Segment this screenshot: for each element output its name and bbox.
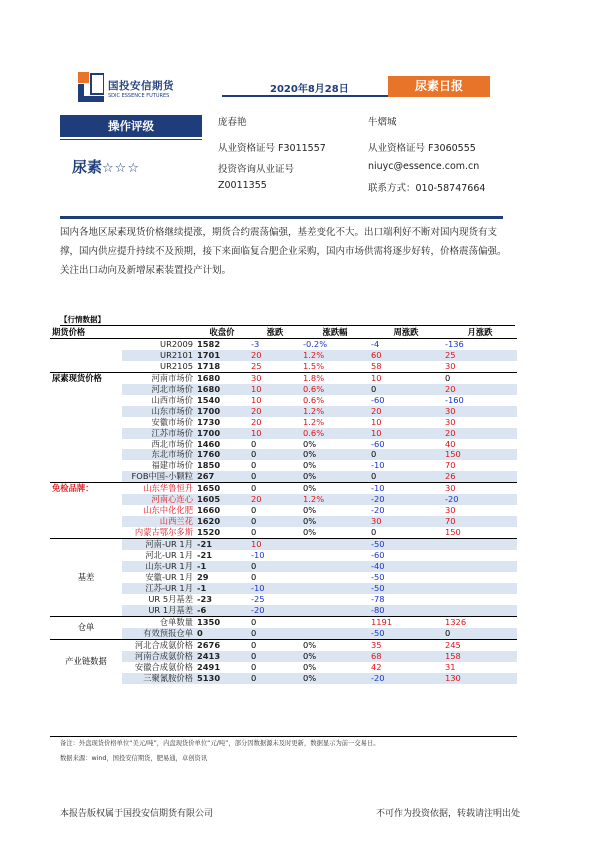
row-name: 山东中化化肥 <box>143 505 193 516</box>
analyst-2-email: niuyc@essence.com.cn <box>368 161 480 172</box>
closing-price: 1650 <box>195 483 249 494</box>
week-change: 58 <box>371 360 382 371</box>
closing-price: 1540 <box>197 394 221 405</box>
pct-change <box>301 572 369 583</box>
price-change: 0 <box>251 505 257 516</box>
row-name: 安徽合成氨价格 <box>134 661 193 672</box>
row-category <box>50 338 122 372</box>
pct-change: 0.6% <box>301 384 369 395</box>
logo-text-cn: 国投安信期货 <box>108 80 174 92</box>
table-header-cell: 周涨跌 <box>393 327 419 337</box>
week-change: 20 <box>369 406 443 417</box>
week-change: -50 <box>369 583 443 594</box>
pct-change <box>301 594 369 605</box>
week-change: 60 <box>369 350 443 361</box>
week-change: 10 <box>371 416 382 427</box>
week-change: -60 <box>371 550 385 561</box>
week-change: -80 <box>369 605 443 616</box>
price-change: 0 <box>249 639 301 650</box>
pct-change: 0% <box>301 449 369 460</box>
table-header-cell: 月涨跌 <box>467 327 493 337</box>
pct-change <box>301 616 369 627</box>
closing-price: -1 <box>195 561 249 572</box>
row-name: UR2105 <box>160 360 193 371</box>
logo-mark-icon <box>78 72 104 102</box>
closing-price: 1620 <box>195 516 249 527</box>
week-change: -4 <box>369 338 443 349</box>
week-change: -50 <box>371 571 385 582</box>
table-row <box>50 639 517 650</box>
row-name: 山东市场价 <box>122 406 195 417</box>
price-change: 0 <box>251 661 257 672</box>
week-change: -50 <box>369 628 443 639</box>
closing-price: 5130 <box>195 673 249 684</box>
month-change <box>443 561 517 572</box>
logo-text-en: SDIC ESSENCE FUTURES <box>108 93 170 99</box>
market-data-label: 【行情数据】 <box>60 315 105 324</box>
month-change: 130 <box>443 673 517 684</box>
row-name: 河南-UR 1月 <box>122 539 195 550</box>
pct-change <box>301 561 369 572</box>
pct-change: 0% <box>303 527 317 538</box>
closing-price: -1 <box>195 583 249 594</box>
month-change: -160 <box>445 394 464 405</box>
week-change: 30 <box>369 516 443 527</box>
pct-change: 0% <box>301 651 369 662</box>
row-name: 福建市场价 <box>151 460 193 471</box>
month-change: 0 <box>443 372 517 383</box>
price-change: 30 <box>249 372 301 383</box>
month-change: 20 <box>443 384 517 395</box>
pct-change: 0% <box>301 471 369 482</box>
footer-copyright: 本报告版权属于国投安信期货有限公司 <box>60 809 214 819</box>
closing-price: 29 <box>197 571 209 582</box>
row-name: 山西兰花 <box>122 516 195 527</box>
month-change: -136 <box>443 338 517 349</box>
pct-change <box>301 550 369 561</box>
closing-price: -6 <box>195 605 249 616</box>
table-note: 备注：外盘现货价格单位“美元/吨”，内盘现货价单位“元/吨”，部分因数据源未及时更新，数据显示为前一交易日。 <box>60 740 380 747</box>
week-change: 0 <box>371 527 377 538</box>
table-bottom-rule <box>50 736 517 737</box>
price-change: 20 <box>249 406 301 417</box>
table-top-rule <box>60 325 515 326</box>
row-name: 河南市场价 <box>122 372 195 383</box>
month-change: 25 <box>443 350 517 361</box>
closing-price: 267 <box>195 471 249 482</box>
star-rating-icon: ☆☆☆ <box>102 161 140 176</box>
week-change: 1191 <box>369 616 443 627</box>
row-name: 仓单数量 <box>122 616 195 627</box>
closing-price: 1850 <box>197 460 221 471</box>
price-change: 0 <box>249 471 301 482</box>
closing-price: 1730 <box>197 416 221 427</box>
price-change: 0 <box>249 483 301 494</box>
price-change: 0 <box>249 673 301 684</box>
price-change: 0 <box>249 616 301 627</box>
week-change: 42 <box>371 661 382 672</box>
closing-price: 1680 <box>195 384 249 395</box>
table-header-cell: 涨跌幅 <box>322 327 348 337</box>
closing-price: -23 <box>197 593 212 604</box>
price-change: 0 <box>251 438 257 449</box>
row-name: 河北-UR 1月 <box>145 550 193 561</box>
price-change: -10 <box>251 550 265 561</box>
table-row <box>50 539 517 550</box>
pct-change: 0% <box>303 438 317 449</box>
month-change: 150 <box>445 527 461 538</box>
table-row <box>50 372 517 383</box>
closing-price: 1700 <box>195 406 249 417</box>
report-date: 2020年8月28日 <box>270 84 349 95</box>
pct-change <box>301 628 369 639</box>
pct-change <box>301 539 369 550</box>
row-name: 河南合成氨价格 <box>122 651 195 662</box>
price-change: 0 <box>249 516 301 527</box>
pct-change: 0.6% <box>301 428 369 439</box>
closing-price: 1700 <box>195 428 249 439</box>
week-change: 0 <box>369 384 443 395</box>
pct-change: 1.5% <box>303 360 325 371</box>
pct-change <box>301 583 369 594</box>
closing-price: 2676 <box>195 639 249 650</box>
month-change: 40 <box>445 438 456 449</box>
week-change: 10 <box>369 428 443 439</box>
rating-divider <box>60 139 202 140</box>
week-change: 68 <box>369 651 443 662</box>
table-header-row <box>50 327 517 338</box>
table-row <box>50 338 517 349</box>
analyst-2-cert: 从业资格证号 F3060555 <box>368 143 476 154</box>
analyst-1-name: 庞春艳 <box>218 117 247 128</box>
company-logo <box>78 72 173 106</box>
month-change: 0 <box>443 628 517 639</box>
price-change: 0 <box>249 449 301 460</box>
table-row <box>50 616 517 627</box>
row-name: 河北市场价 <box>122 384 195 395</box>
pct-change <box>301 605 369 616</box>
closing-price: 1520 <box>197 527 221 538</box>
closing-price: 2413 <box>195 651 249 662</box>
month-change: 70 <box>443 516 517 527</box>
row-category: 免检品牌： <box>50 483 122 539</box>
price-change: 20 <box>249 350 301 361</box>
price-change: 0 <box>249 628 301 639</box>
price-change: 0 <box>251 571 257 582</box>
report-type-badge: 尿素日报 <box>388 76 490 97</box>
row-name: 山东-UR 1月 <box>122 561 195 572</box>
week-change: 0 <box>369 471 443 482</box>
pct-change: 0% <box>301 483 369 494</box>
month-change: 158 <box>443 651 517 662</box>
row-category: 产业链数据 <box>50 639 122 683</box>
row-name: 山西市场价 <box>151 394 193 405</box>
price-change: 25 <box>251 360 262 371</box>
month-change: 20 <box>443 428 517 439</box>
closing-price: 1660 <box>197 505 221 516</box>
pct-change: 1.8% <box>301 372 369 383</box>
week-change: -60 <box>371 438 385 449</box>
closing-price: 1460 <box>197 438 221 449</box>
analyst-1-cert2: 投资咨询从业证号 <box>218 164 295 175</box>
row-name: UR2101 <box>122 350 195 361</box>
price-change: 0 <box>251 460 257 471</box>
closing-price: 0 <box>195 628 249 639</box>
pct-change: 0% <box>301 516 369 527</box>
month-change: 31 <box>445 661 456 672</box>
month-change <box>443 594 517 605</box>
month-change: 30 <box>445 505 456 516</box>
product-name: 尿素 <box>72 158 103 176</box>
price-change: -3 <box>249 338 301 349</box>
week-change: -20 <box>369 673 443 684</box>
closing-price: -21 <box>195 539 249 550</box>
row-name: 东北市场价 <box>122 449 195 460</box>
row-name: 安徽-UR 1月 <box>145 571 193 582</box>
product-rating <box>72 156 140 177</box>
closing-price: 1760 <box>195 449 249 460</box>
row-name: UR 1月基差 <box>122 605 195 616</box>
row-name: 河南心连心 <box>122 494 195 505</box>
month-change: 30 <box>445 360 456 371</box>
pct-change: 0% <box>303 460 317 471</box>
week-change: -20 <box>371 505 385 516</box>
summary-paragraph: 国内各地区尿素现货价格继续提涨，期货合约震荡偏强，基差变化不大。出口端利好不断对国内现货有支撑，国内供应提升持续不及预期，接下来面临复合肥企业采购，国内市场供需将逐步好转，价格震荡偏强。关注出口动向及新增尿素装置投产计划。 <box>60 227 507 276</box>
pct-change: 1.2% <box>301 406 369 417</box>
price-change: 0 <box>249 651 301 662</box>
row-name: 西北市场价 <box>151 438 193 449</box>
section-divider <box>60 216 503 219</box>
price-change: 10 <box>249 428 301 439</box>
row-name: UR2009 <box>122 338 195 349</box>
week-change: -40 <box>369 561 443 572</box>
row-name: 河北合成氨价格 <box>122 639 195 650</box>
table-row <box>50 483 517 494</box>
week-change: 0 <box>369 449 443 460</box>
table-header-cell: 期货价格 <box>52 327 86 337</box>
price-change: 10 <box>251 394 262 405</box>
price-change: -25 <box>251 593 265 604</box>
table-header-cell <box>122 327 195 338</box>
month-change: 1326 <box>443 616 517 627</box>
week-change: -20 <box>369 494 443 505</box>
row-category: 基差 <box>50 539 122 617</box>
pct-change: 1.2% <box>301 494 369 505</box>
month-change: 30 <box>443 406 517 417</box>
row-name: UR 5月基差 <box>148 593 193 604</box>
week-change: 35 <box>369 639 443 650</box>
closing-price: -21 <box>197 550 212 561</box>
analyst-1-cert: 从业资格证号 F3011557 <box>218 143 326 154</box>
pct-change: 0.6% <box>303 394 325 405</box>
price-change: 20 <box>249 494 301 505</box>
closing-price: 1350 <box>195 616 249 627</box>
pct-change: -0.2% <box>301 338 369 349</box>
pct-change: 1.2% <box>301 350 369 361</box>
row-name: 江苏-UR 1月 <box>122 583 195 594</box>
month-change: 30 <box>445 416 456 427</box>
month-change: 245 <box>443 639 517 650</box>
data-source-note: 数据来源：wind，国投安信期货，肥易通，卓创资讯 <box>60 755 208 762</box>
week-change: -78 <box>371 593 385 604</box>
price-change: 20 <box>251 416 262 427</box>
row-name: 有效预报仓单 <box>122 628 195 639</box>
closing-price: 1680 <box>195 372 249 383</box>
month-change <box>443 550 517 561</box>
pct-change: 0% <box>303 505 317 516</box>
price-change: -20 <box>249 605 301 616</box>
week-change: -60 <box>371 394 385 405</box>
analyst-2-name: 牛熠城 <box>368 117 397 128</box>
row-name: 内蒙古鄂尔多斯 <box>134 527 193 538</box>
table-header-cell: 收盘价 <box>209 327 235 337</box>
row-name: FOB中国-小颗粒 <box>122 471 195 482</box>
pct-change: 0% <box>303 661 317 672</box>
week-change: -50 <box>369 539 443 550</box>
analyst-1-cert2-no: Z0011355 <box>218 180 267 191</box>
month-change: -20 <box>443 494 517 505</box>
analyst-2-contact: 联系方式：010-58747664 <box>368 183 486 194</box>
price-change: 10 <box>249 539 301 550</box>
closing-price: 1701 <box>195 350 249 361</box>
table-header-cell: 涨跌 <box>266 327 284 337</box>
row-name: 江苏市场价 <box>122 428 195 439</box>
month-change <box>443 583 517 594</box>
price-change: 0 <box>249 561 301 572</box>
month-change: 26 <box>443 471 517 482</box>
pct-change: 0% <box>301 673 369 684</box>
pct-change: 1.2% <box>303 416 325 427</box>
price-change: 0 <box>251 527 257 538</box>
month-change <box>443 605 517 616</box>
closing-price: 2491 <box>197 661 221 672</box>
market-data-table <box>50 327 517 684</box>
month-change <box>443 539 517 550</box>
row-name: 安徽市场价 <box>151 416 193 427</box>
price-change: 10 <box>249 384 301 395</box>
rating-label: 操作评级 <box>60 115 202 137</box>
closing-price: 1582 <box>195 338 249 349</box>
pct-change: 0% <box>301 639 369 650</box>
row-category: 仓单 <box>50 616 122 639</box>
row-category: 尿素现货价格 <box>50 372 122 483</box>
month-change <box>443 572 517 583</box>
week-change: 10 <box>369 372 443 383</box>
closing-price: 1605 <box>195 494 249 505</box>
month-change: 70 <box>445 460 456 471</box>
week-change: -10 <box>371 460 385 471</box>
row-name: 山东华鲁恒升 <box>122 483 195 494</box>
price-change: -10 <box>249 583 301 594</box>
week-change: -10 <box>369 483 443 494</box>
footer-disclaimer: 不可作为投资依据，转载请注明出处 <box>376 809 521 819</box>
month-change: 30 <box>443 483 517 494</box>
row-name: 三聚氰胺价格 <box>122 673 195 684</box>
closing-price: 1718 <box>197 360 221 371</box>
month-change: 150 <box>443 449 517 460</box>
header-divider <box>222 95 388 97</box>
